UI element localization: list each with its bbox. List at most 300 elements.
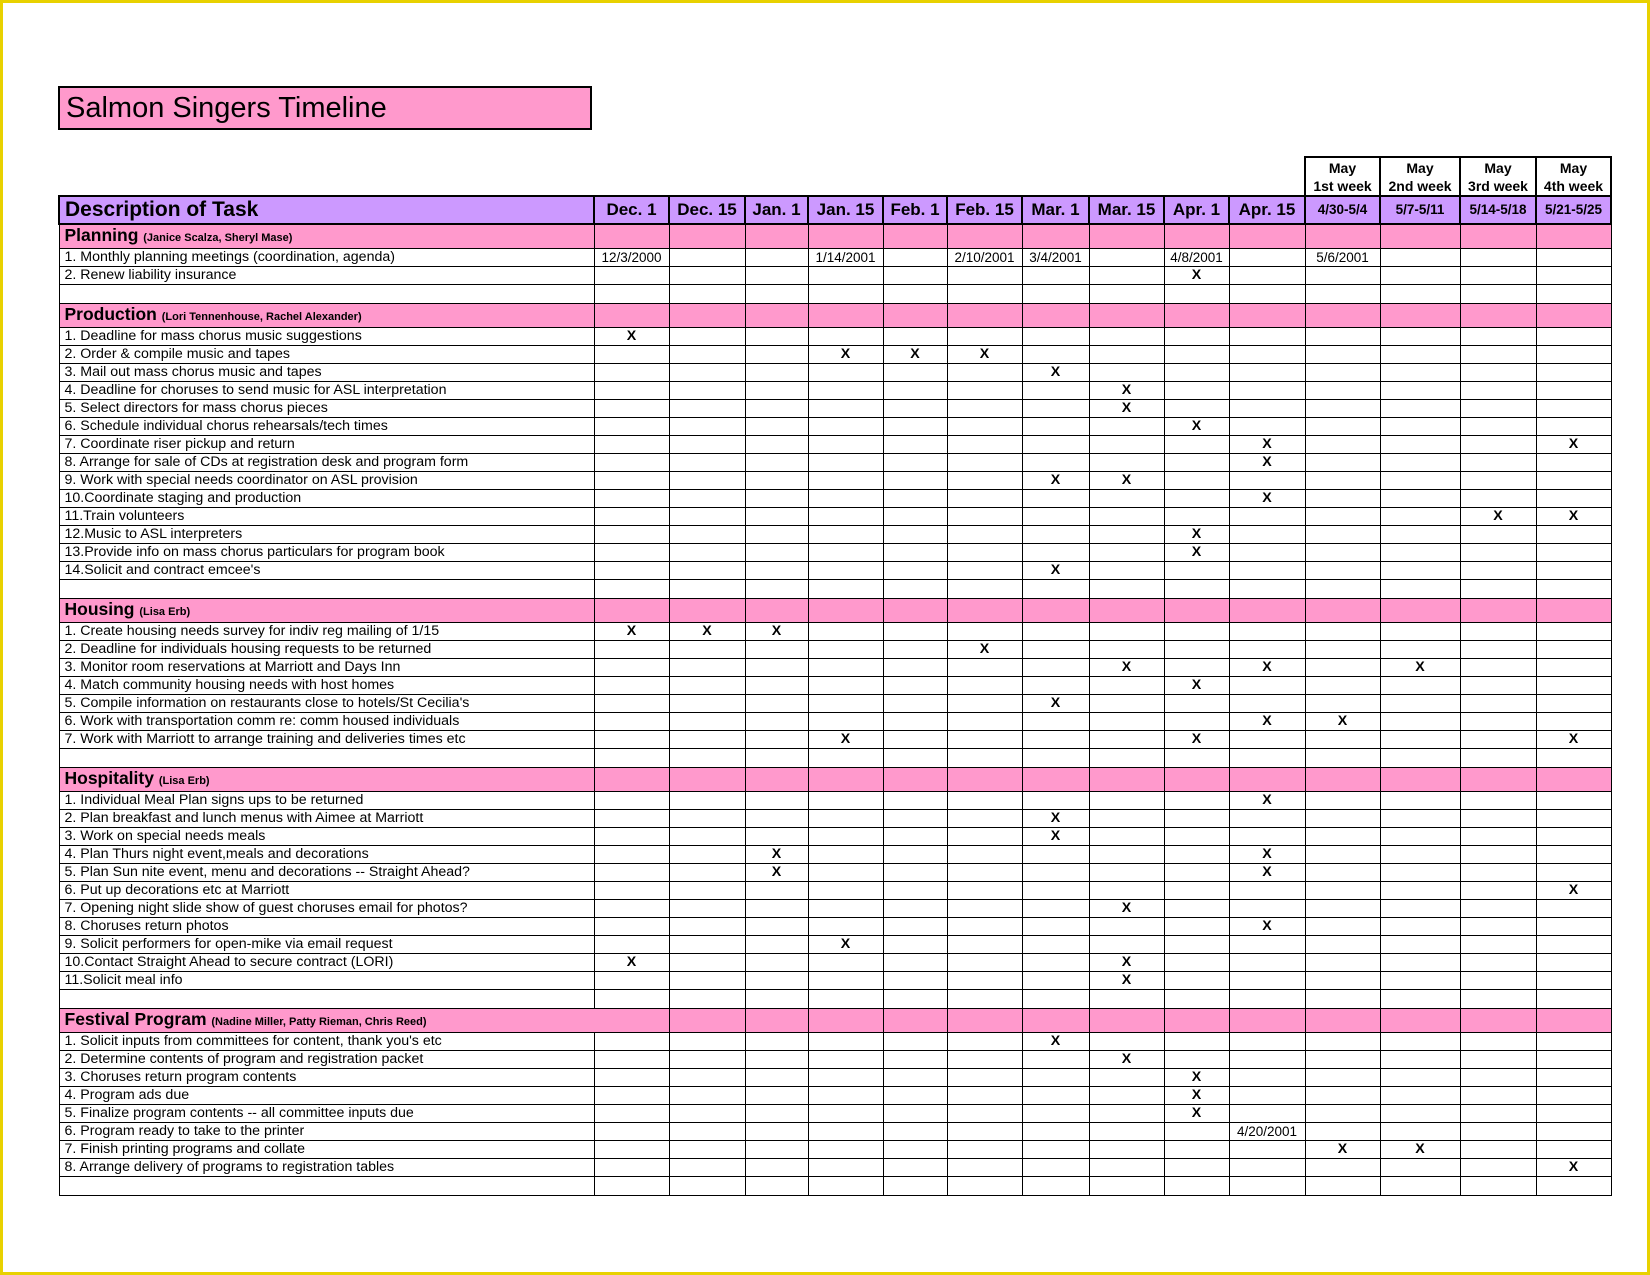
schedule-cell xyxy=(1380,695,1460,713)
schedule-cell xyxy=(1460,1069,1536,1087)
schedule-cell xyxy=(947,526,1022,544)
schedule-cell xyxy=(1022,677,1089,695)
schedule-cell xyxy=(947,1069,1022,1087)
task-row xyxy=(59,267,1611,285)
schedule-cell xyxy=(594,508,669,526)
schedule-cell xyxy=(669,990,745,1009)
schedule-cell xyxy=(1536,526,1611,544)
schedule-cell xyxy=(745,562,808,580)
week-range-header: 5/7-5/11 xyxy=(1380,196,1460,224)
section-fill-cell xyxy=(669,224,745,249)
section-fill-cell xyxy=(1460,304,1536,328)
schedule-mark: X xyxy=(745,623,808,641)
schedule-cell xyxy=(669,436,745,454)
schedule-cell xyxy=(1380,508,1460,526)
schedule-cell xyxy=(947,1123,1022,1141)
schedule-cell xyxy=(1536,1177,1611,1196)
schedule-cell xyxy=(883,436,947,454)
schedule-mark: X xyxy=(1164,1069,1229,1087)
schedule-cell xyxy=(1536,864,1611,882)
schedule-cell xyxy=(947,580,1022,599)
task-row xyxy=(59,659,1611,677)
schedule-cell xyxy=(1089,713,1164,731)
schedule-cell xyxy=(1305,544,1380,562)
task-row xyxy=(59,713,1611,731)
schedule-cell xyxy=(1022,490,1089,508)
schedule-cell xyxy=(947,659,1022,677)
section-fill-cell xyxy=(745,304,808,328)
schedule-cell xyxy=(1380,641,1460,659)
schedule-mark: X xyxy=(1022,472,1089,490)
schedule-cell xyxy=(1022,1069,1089,1087)
schedule-cell xyxy=(947,695,1022,713)
task-description: 11.Solicit meal info xyxy=(59,972,594,990)
schedule-cell xyxy=(1022,1051,1089,1069)
schedule-cell xyxy=(808,418,883,436)
schedule-cell xyxy=(1229,1105,1305,1123)
task-row xyxy=(59,677,1611,695)
section-fill-cell xyxy=(808,768,883,792)
schedule-cell xyxy=(808,810,883,828)
schedule-mark: X xyxy=(808,346,883,364)
task-row xyxy=(59,810,1611,828)
section-fill-cell xyxy=(745,599,808,623)
schedule-cell xyxy=(1022,436,1089,454)
schedule-cell xyxy=(883,1033,947,1051)
schedule-cell xyxy=(883,285,947,304)
task-description: 7. Coordinate riser pickup and return xyxy=(59,436,594,454)
task-row xyxy=(59,490,1611,508)
schedule-cell xyxy=(1022,623,1089,641)
schedule-cell xyxy=(1305,1051,1380,1069)
schedule-cell xyxy=(594,990,669,1009)
schedule-cell xyxy=(1022,846,1089,864)
schedule-cell xyxy=(808,364,883,382)
schedule-cell xyxy=(1536,544,1611,562)
schedule-cell xyxy=(594,544,669,562)
schedule-cell xyxy=(669,418,745,436)
schedule-cell xyxy=(745,954,808,972)
schedule-cell xyxy=(1305,1159,1380,1177)
schedule-cell xyxy=(808,454,883,472)
section-title-cell xyxy=(59,224,594,249)
schedule-cell xyxy=(1380,1087,1460,1105)
schedule-mark: X xyxy=(1380,1141,1460,1159)
schedule-cell xyxy=(1536,1141,1611,1159)
schedule-cell xyxy=(594,418,669,436)
schedule-cell xyxy=(594,285,669,304)
schedule-cell xyxy=(1089,267,1164,285)
section-fill-cell xyxy=(947,224,1022,249)
task-row xyxy=(59,382,1611,400)
task-description: 1. Deadline for mass chorus music suggestions xyxy=(59,328,594,346)
schedule-cell xyxy=(947,731,1022,749)
spacer-row xyxy=(59,580,1611,599)
schedule-cell xyxy=(1089,544,1164,562)
schedule-cell xyxy=(1460,544,1536,562)
schedule-cell xyxy=(1380,544,1460,562)
task-description: 10.Contact Straight Ahead to secure contract (LORI) xyxy=(59,954,594,972)
week-label-cell xyxy=(1305,157,1380,196)
schedule-cell xyxy=(669,677,745,695)
schedule-cell xyxy=(669,1177,745,1196)
schedule-cell xyxy=(1164,792,1229,810)
schedule-cell xyxy=(1460,249,1536,267)
schedule-cell xyxy=(1536,1051,1611,1069)
schedule-cell xyxy=(947,882,1022,900)
schedule-cell xyxy=(1089,526,1164,544)
section-fill-cell xyxy=(1164,768,1229,792)
task-row xyxy=(59,1033,1611,1051)
schedule-cell xyxy=(594,1141,669,1159)
schedule-cell xyxy=(594,436,669,454)
schedule-cell xyxy=(1460,526,1536,544)
schedule-cell xyxy=(594,1177,669,1196)
task-row xyxy=(59,641,1611,659)
section-name: Hospitality xyxy=(64,768,154,788)
schedule-cell xyxy=(1164,400,1229,418)
section-fill-cell xyxy=(1460,599,1536,623)
schedule-cell xyxy=(1305,792,1380,810)
schedule-cell xyxy=(745,810,808,828)
schedule-cell xyxy=(1164,364,1229,382)
schedule-cell xyxy=(1305,1123,1380,1141)
section-header-row xyxy=(59,599,1611,623)
schedule-cell xyxy=(808,285,883,304)
date-column-header: Jan. 15 xyxy=(808,196,883,224)
schedule-cell xyxy=(1460,436,1536,454)
schedule-cell xyxy=(883,972,947,990)
task-description: 3. Monitor room reservations at Marriott and Days Inn xyxy=(59,659,594,677)
schedule-cell xyxy=(1305,267,1380,285)
schedule-cell xyxy=(594,677,669,695)
task-description: 6. Program ready to take to the printer xyxy=(59,1123,594,1141)
schedule-cell xyxy=(1229,677,1305,695)
section-fill-cell xyxy=(947,304,1022,328)
schedule-cell xyxy=(1380,285,1460,304)
section-fill-cell xyxy=(669,599,745,623)
schedule-cell xyxy=(1305,623,1380,641)
schedule-cell xyxy=(1164,918,1229,936)
schedule-cell xyxy=(1536,900,1611,918)
schedule-cell xyxy=(669,328,745,346)
schedule-cell xyxy=(1536,285,1611,304)
week-month-label: May xyxy=(1559,159,1588,176)
section-fill-cell xyxy=(1536,224,1611,249)
schedule-cell xyxy=(1536,454,1611,472)
schedule-cell xyxy=(883,864,947,882)
task-description: 9. Work with special needs coordinator on ASL provision xyxy=(59,472,594,490)
task-description: 5. Select directors for mass chorus pieces xyxy=(59,400,594,418)
schedule-cell xyxy=(1380,562,1460,580)
section-fill-cell xyxy=(1089,768,1164,792)
schedule-cell xyxy=(1536,918,1611,936)
schedule-cell xyxy=(1380,936,1460,954)
task-row xyxy=(59,418,1611,436)
schedule-cell xyxy=(947,936,1022,954)
schedule-cell xyxy=(594,1105,669,1123)
schedule-cell xyxy=(669,490,745,508)
schedule-cell xyxy=(808,1051,883,1069)
schedule-cell xyxy=(745,882,808,900)
schedule-cell xyxy=(594,1051,669,1069)
column-header-row xyxy=(59,196,1611,224)
task-description: 2. Determine contents of program and registration packet xyxy=(59,1051,594,1069)
schedule-cell xyxy=(1305,882,1380,900)
schedule-cell xyxy=(883,1087,947,1105)
schedule-cell xyxy=(1022,418,1089,436)
schedule-cell xyxy=(1460,382,1536,400)
schedule-cell xyxy=(883,882,947,900)
schedule-cell xyxy=(1536,267,1611,285)
schedule-cell xyxy=(1229,562,1305,580)
schedule-cell xyxy=(669,1105,745,1123)
task-row xyxy=(59,695,1611,713)
schedule-mark: X xyxy=(1022,695,1089,713)
schedule-cell xyxy=(1305,828,1380,846)
schedule-cell xyxy=(1460,1141,1536,1159)
schedule-cell xyxy=(1089,418,1164,436)
schedule-cell xyxy=(808,900,883,918)
schedule-cell xyxy=(1380,713,1460,731)
section-fill-cell xyxy=(594,768,669,792)
schedule-cell xyxy=(1089,918,1164,936)
schedule-cell xyxy=(1022,972,1089,990)
schedule-cell xyxy=(1089,1033,1164,1051)
schedule-cell xyxy=(947,382,1022,400)
schedule-cell xyxy=(1380,249,1460,267)
schedule-cell xyxy=(1305,508,1380,526)
schedule-cell xyxy=(1305,562,1380,580)
section-fill-cell xyxy=(1089,599,1164,623)
schedule-cell xyxy=(1380,418,1460,436)
schedule-cell xyxy=(1536,990,1611,1009)
schedule-cell xyxy=(1536,972,1611,990)
schedule-cell xyxy=(1229,1069,1305,1087)
schedule-cell xyxy=(947,713,1022,731)
schedule-cell xyxy=(883,490,947,508)
task-description: 4. Deadline for choruses to send music for ASL interpretation xyxy=(59,382,594,400)
schedule-cell xyxy=(1536,1105,1611,1123)
date-column-header: Mar. 15 xyxy=(1089,196,1164,224)
schedule-cell xyxy=(669,526,745,544)
schedule-mark: X xyxy=(745,864,808,882)
schedule-cell xyxy=(1089,436,1164,454)
schedule-cell xyxy=(947,472,1022,490)
section-owners: (Janice Scalza, Sheryl Mase) xyxy=(143,232,293,244)
section-fill-cell xyxy=(1089,224,1164,249)
schedule-cell xyxy=(1460,677,1536,695)
schedule-cell xyxy=(1380,828,1460,846)
schedule-cell xyxy=(808,713,883,731)
schedule-cell xyxy=(1380,328,1460,346)
schedule-cell xyxy=(745,749,808,768)
section-fill-cell xyxy=(594,304,669,328)
schedule-cell xyxy=(1229,346,1305,364)
schedule-cell xyxy=(883,1069,947,1087)
schedule-cell xyxy=(669,918,745,936)
task-description: 7. Opening night slide show of guest choruses email for photos? xyxy=(59,900,594,918)
schedule-cell xyxy=(1305,1069,1380,1087)
schedule-mark: X xyxy=(883,346,947,364)
schedule-cell xyxy=(883,1159,947,1177)
schedule-cell xyxy=(808,882,883,900)
schedule-cell xyxy=(594,346,669,364)
schedule-cell xyxy=(808,749,883,768)
section-fill-cell xyxy=(1229,599,1305,623)
schedule-cell xyxy=(1164,623,1229,641)
schedule-cell xyxy=(594,1159,669,1177)
section-fill-cell xyxy=(808,1009,883,1033)
schedule-cell xyxy=(1305,954,1380,972)
schedule-cell xyxy=(808,972,883,990)
schedule-cell xyxy=(1380,954,1460,972)
section-fill-cell xyxy=(947,768,1022,792)
schedule-cell xyxy=(669,936,745,954)
schedule-cell xyxy=(1229,731,1305,749)
schedule-cell xyxy=(745,285,808,304)
schedule-cell xyxy=(669,1069,745,1087)
schedule-cell xyxy=(1536,677,1611,695)
schedule-cell xyxy=(947,267,1022,285)
schedule-cell xyxy=(1164,472,1229,490)
section-fill-cell xyxy=(883,1009,947,1033)
schedule-cell xyxy=(669,267,745,285)
schedule-cell xyxy=(1460,472,1536,490)
schedule-cell xyxy=(1460,918,1536,936)
schedule-cell xyxy=(808,1159,883,1177)
task-description: 5. Plan Sun nite event, menu and decorations -- Straight Ahead? xyxy=(59,864,594,882)
schedule-cell xyxy=(883,544,947,562)
schedule-cell xyxy=(1164,990,1229,1009)
schedule-cell xyxy=(1380,1033,1460,1051)
schedule-cell xyxy=(808,1105,883,1123)
schedule-cell xyxy=(745,1105,808,1123)
schedule-cell xyxy=(1089,1123,1164,1141)
schedule-cell xyxy=(1022,454,1089,472)
schedule-cell xyxy=(883,418,947,436)
schedule-cell xyxy=(1460,900,1536,918)
schedule-cell xyxy=(1022,267,1089,285)
schedule-cell xyxy=(883,713,947,731)
schedule-cell xyxy=(1022,285,1089,304)
schedule-cell xyxy=(1022,580,1089,599)
schedule-cell xyxy=(947,900,1022,918)
schedule-cell xyxy=(1164,1141,1229,1159)
schedule-cell xyxy=(1089,508,1164,526)
task-column-header: Description of Task xyxy=(59,196,594,224)
schedule-cell xyxy=(669,1123,745,1141)
schedule-cell xyxy=(947,544,1022,562)
section-fill-cell xyxy=(594,224,669,249)
schedule-cell xyxy=(1022,749,1089,768)
schedule-cell xyxy=(808,267,883,285)
schedule-cell xyxy=(1164,562,1229,580)
schedule-cell xyxy=(1305,1105,1380,1123)
schedule-cell xyxy=(808,544,883,562)
schedule-cell xyxy=(1229,472,1305,490)
schedule-cell xyxy=(1536,954,1611,972)
section-fill-cell xyxy=(883,304,947,328)
schedule-cell xyxy=(1305,695,1380,713)
schedule-cell xyxy=(808,990,883,1009)
sheet-title: Salmon Singers Timeline xyxy=(58,86,592,130)
task-description: 3. Mail out mass chorus music and tapes xyxy=(59,364,594,382)
schedule-mark: X xyxy=(1229,846,1305,864)
schedule-mark: X xyxy=(1229,436,1305,454)
schedule-cell xyxy=(745,731,808,749)
schedule-cell xyxy=(1164,828,1229,846)
schedule-mark: X xyxy=(1229,792,1305,810)
schedule-cell xyxy=(1089,792,1164,810)
section-fill-cell xyxy=(745,224,808,249)
section-fill-cell xyxy=(1305,224,1380,249)
schedule-cell xyxy=(883,249,947,267)
schedule-cell xyxy=(1536,1123,1611,1141)
schedule-cell xyxy=(808,659,883,677)
section-fill-cell xyxy=(1022,304,1089,328)
task-description: 7. Finish printing programs and collate xyxy=(59,1141,594,1159)
schedule-cell xyxy=(1536,623,1611,641)
schedule-cell xyxy=(669,731,745,749)
task-description: 14.Solicit and contract emcee's xyxy=(59,562,594,580)
section-fill-cell xyxy=(1305,768,1380,792)
schedule-cell xyxy=(1536,364,1611,382)
section-fill-cell xyxy=(669,304,745,328)
schedule-cell xyxy=(1229,249,1305,267)
schedule-cell xyxy=(947,792,1022,810)
schedule-cell xyxy=(1536,562,1611,580)
schedule-cell xyxy=(669,1141,745,1159)
schedule-cell xyxy=(883,936,947,954)
schedule-cell xyxy=(1229,508,1305,526)
schedule-cell xyxy=(1229,1177,1305,1196)
schedule-cell xyxy=(1229,749,1305,768)
schedule-cell xyxy=(745,508,808,526)
schedule-cell xyxy=(669,364,745,382)
schedule-cell xyxy=(1164,508,1229,526)
schedule-cell xyxy=(1536,792,1611,810)
section-fill-cell xyxy=(1460,224,1536,249)
task-description: 3. Work on special needs meals xyxy=(59,828,594,846)
schedule-cell xyxy=(1164,749,1229,768)
section-fill-cell xyxy=(1164,304,1229,328)
schedule-cell xyxy=(1089,1105,1164,1123)
schedule-cell xyxy=(669,1159,745,1177)
schedule-cell xyxy=(1460,810,1536,828)
schedule-cell xyxy=(594,749,669,768)
schedule-cell xyxy=(883,641,947,659)
schedule-cell xyxy=(1460,562,1536,580)
task-description: 1. Solicit inputs from committees for content, thank you's etc xyxy=(59,1033,594,1051)
schedule-cell xyxy=(1460,846,1536,864)
schedule-cell xyxy=(1460,364,1536,382)
schedule-cell xyxy=(808,677,883,695)
schedule-cell xyxy=(1164,882,1229,900)
schedule-cell xyxy=(1380,400,1460,418)
schedule-cell xyxy=(1229,882,1305,900)
section-fill-cell xyxy=(883,768,947,792)
schedule-cell xyxy=(594,810,669,828)
schedule-cell xyxy=(1305,364,1380,382)
schedule-cell xyxy=(1229,285,1305,304)
schedule-cell xyxy=(1305,972,1380,990)
schedule-cell xyxy=(1089,490,1164,508)
schedule-cell xyxy=(808,508,883,526)
schedule-cell xyxy=(745,249,808,267)
schedule-mark: X xyxy=(1089,659,1164,677)
section-fill-cell xyxy=(669,768,745,792)
